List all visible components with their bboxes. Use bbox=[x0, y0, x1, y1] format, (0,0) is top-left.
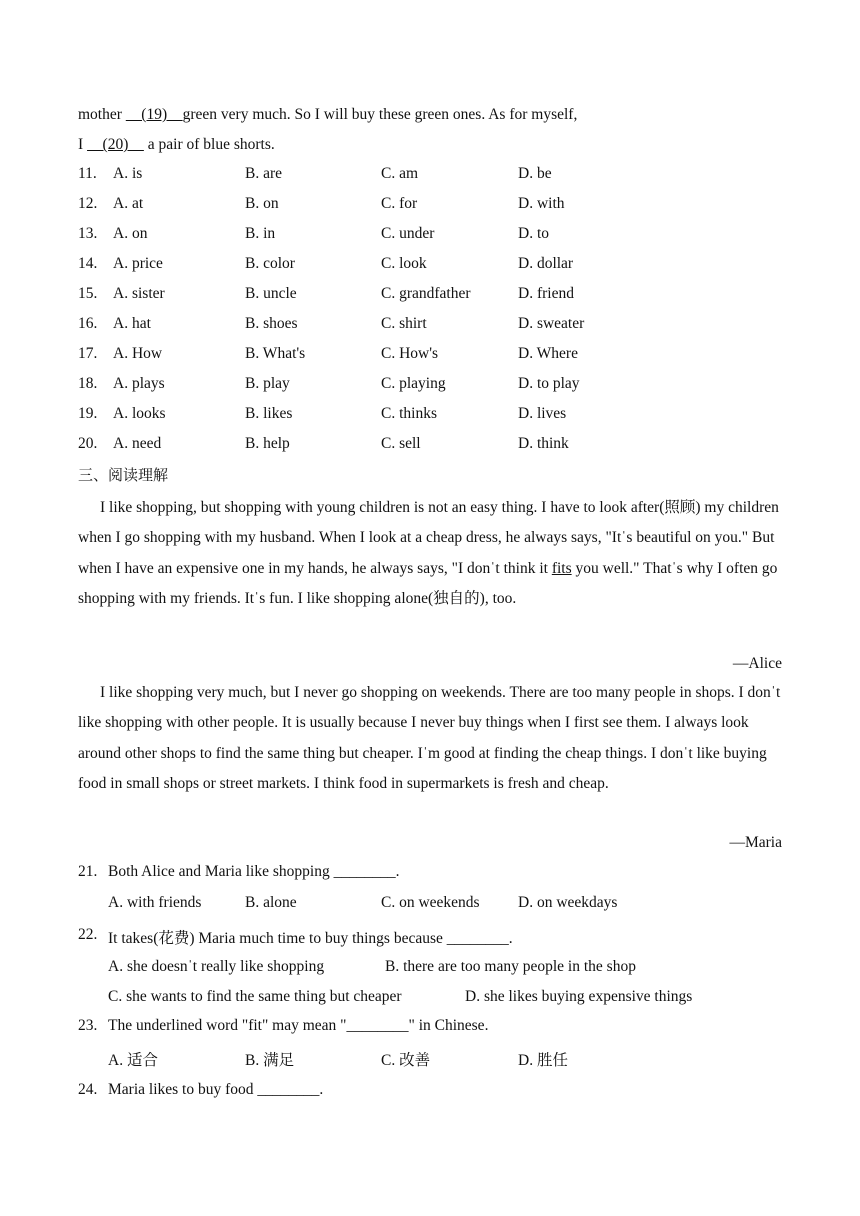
option-a: A. price bbox=[113, 255, 163, 272]
blank-20: (20) bbox=[87, 136, 144, 153]
option-a: A. at bbox=[113, 195, 144, 212]
option-b: B. uncle bbox=[245, 285, 297, 302]
option-a: A. How bbox=[113, 345, 163, 362]
option-d: D. 胜任 bbox=[518, 1052, 568, 1069]
option-c: C. How's bbox=[381, 345, 439, 362]
option-d: D. friend bbox=[518, 285, 574, 302]
option-c: C. look bbox=[381, 255, 427, 272]
cloze-line-19 bbox=[78, 105, 577, 125]
cloze-line-20 bbox=[78, 135, 275, 155]
question-number: 23. bbox=[78, 1017, 98, 1034]
option-d: D. with bbox=[518, 195, 565, 212]
question-number: 17. bbox=[78, 345, 98, 362]
question-number: 11. bbox=[78, 165, 97, 182]
option-d: D. Where bbox=[518, 345, 578, 362]
cloze-text: mother bbox=[78, 106, 126, 123]
option-c: C. 改善 bbox=[381, 1052, 431, 1069]
option-b: B. alone bbox=[245, 894, 297, 911]
option-a: A. on bbox=[113, 225, 148, 242]
question-text: The underlined word "fit" may mean "________" in Chinese. bbox=[108, 1017, 489, 1034]
option-b: B. likes bbox=[245, 405, 293, 422]
option-d: D. sweater bbox=[518, 315, 585, 332]
question-number: 16. bbox=[78, 315, 98, 332]
option-a: A. with friends bbox=[108, 894, 202, 911]
option-c: C. grandfather bbox=[381, 285, 471, 302]
option-b: B. play bbox=[245, 375, 290, 392]
option-d: D. she likes buying expensive things bbox=[465, 988, 693, 1005]
question-number: 18. bbox=[78, 375, 98, 392]
option-d: D. lives bbox=[518, 405, 567, 422]
question-number: 24. bbox=[78, 1081, 98, 1098]
option-d: D. dollar bbox=[518, 255, 574, 272]
option-d: D. to play bbox=[518, 375, 580, 392]
option-d: D. on weekdays bbox=[518, 894, 618, 911]
option-b: B. shoes bbox=[245, 315, 298, 332]
option-b: B. in bbox=[245, 225, 276, 242]
question-number: 21. bbox=[78, 863, 98, 880]
question-number: 14. bbox=[78, 255, 98, 272]
option-b: B. What's bbox=[245, 345, 306, 362]
option-c: C. she wants to find the same thing but cheaper bbox=[108, 988, 402, 1005]
question-text: Maria likes to buy food ________. bbox=[108, 1081, 324, 1098]
option-c: C. am bbox=[381, 165, 419, 182]
option-b: B. color bbox=[245, 255, 295, 272]
question-number: 19. bbox=[78, 405, 98, 422]
option-b: B. there are too many people in the shop bbox=[385, 958, 636, 975]
option-a: A. she doesnˈt really like shopping bbox=[108, 958, 325, 975]
option-c: C. shirt bbox=[381, 315, 427, 332]
question-number: 12. bbox=[78, 195, 98, 212]
option-c: C. under bbox=[381, 225, 435, 242]
option-a: A. 适合 bbox=[108, 1052, 158, 1069]
option-b: B. help bbox=[245, 435, 290, 452]
section-title: 三、阅读理解 bbox=[78, 466, 169, 484]
option-d: D. to bbox=[518, 225, 549, 242]
option-b: B. are bbox=[245, 165, 283, 182]
cloze-text: a pair of blue shorts. bbox=[143, 136, 275, 153]
signature-maria: —Maria bbox=[729, 834, 782, 851]
option-d: D. be bbox=[518, 165, 552, 182]
question-text: Both Alice and Maria like shopping ________. bbox=[108, 863, 400, 880]
option-a: A. hat bbox=[113, 315, 151, 332]
blank-19: (19) bbox=[125, 106, 183, 123]
signature-alice: —Alice bbox=[732, 655, 782, 672]
passage-text: you well." Thatˈs why I often go shopping with my friends. Itˈs fun. I like shopping alone(独自的), too. bbox=[78, 559, 778, 608]
option-c: C. for bbox=[381, 195, 418, 212]
underlined-word: fits bbox=[551, 559, 572, 577]
option-c: C. on weekends bbox=[381, 894, 480, 911]
option-c: C. thinks bbox=[381, 405, 437, 422]
passage-alice bbox=[78, 493, 784, 615]
passage-text: I like shopping, but shopping with young children is not an easy thing. I have to look after(照顾) my children when I go shopping with my husband. When I look at a cheap dress, he always says, "Itˈs beautiful on you." But when I have an expensive one in my hands, he always says, "I donˈt think it bbox=[78, 499, 779, 577]
question-number: 15. bbox=[78, 285, 98, 302]
option-a: A. looks bbox=[113, 405, 166, 422]
option-b: B. 满足 bbox=[245, 1052, 295, 1069]
option-c: C. playing bbox=[381, 375, 446, 392]
option-c: C. sell bbox=[381, 435, 421, 452]
question-number: 13. bbox=[78, 225, 98, 242]
option-a: A. is bbox=[113, 165, 143, 182]
cloze-text: green very much. So I will buy these green ones. As for myself, bbox=[182, 106, 578, 123]
option-d: D. think bbox=[518, 435, 569, 452]
cloze-text: I bbox=[78, 136, 88, 153]
question-number: 20. bbox=[78, 435, 98, 452]
option-a: A. need bbox=[113, 435, 162, 452]
option-a: A. plays bbox=[113, 375, 165, 392]
passage-maria: I like shopping very much, but I never go shopping on weekends. There are too many people in shops. I donˈt like shopping with other people. It is usually because I never buy things when I first see them. I always look around other shops to find the same thing but cheaper. Iˈm good at finding the cheap things. I donˈt like buying food in small shops or street markets. I think food in supermarkets is fresh and cheap. bbox=[78, 684, 781, 793]
option-a: A. sister bbox=[113, 285, 165, 302]
question-text: It takes(花费) Maria much time to buy things because ________. bbox=[108, 930, 513, 947]
option-b: B. on bbox=[245, 195, 279, 212]
question-number: 22. bbox=[78, 926, 98, 943]
